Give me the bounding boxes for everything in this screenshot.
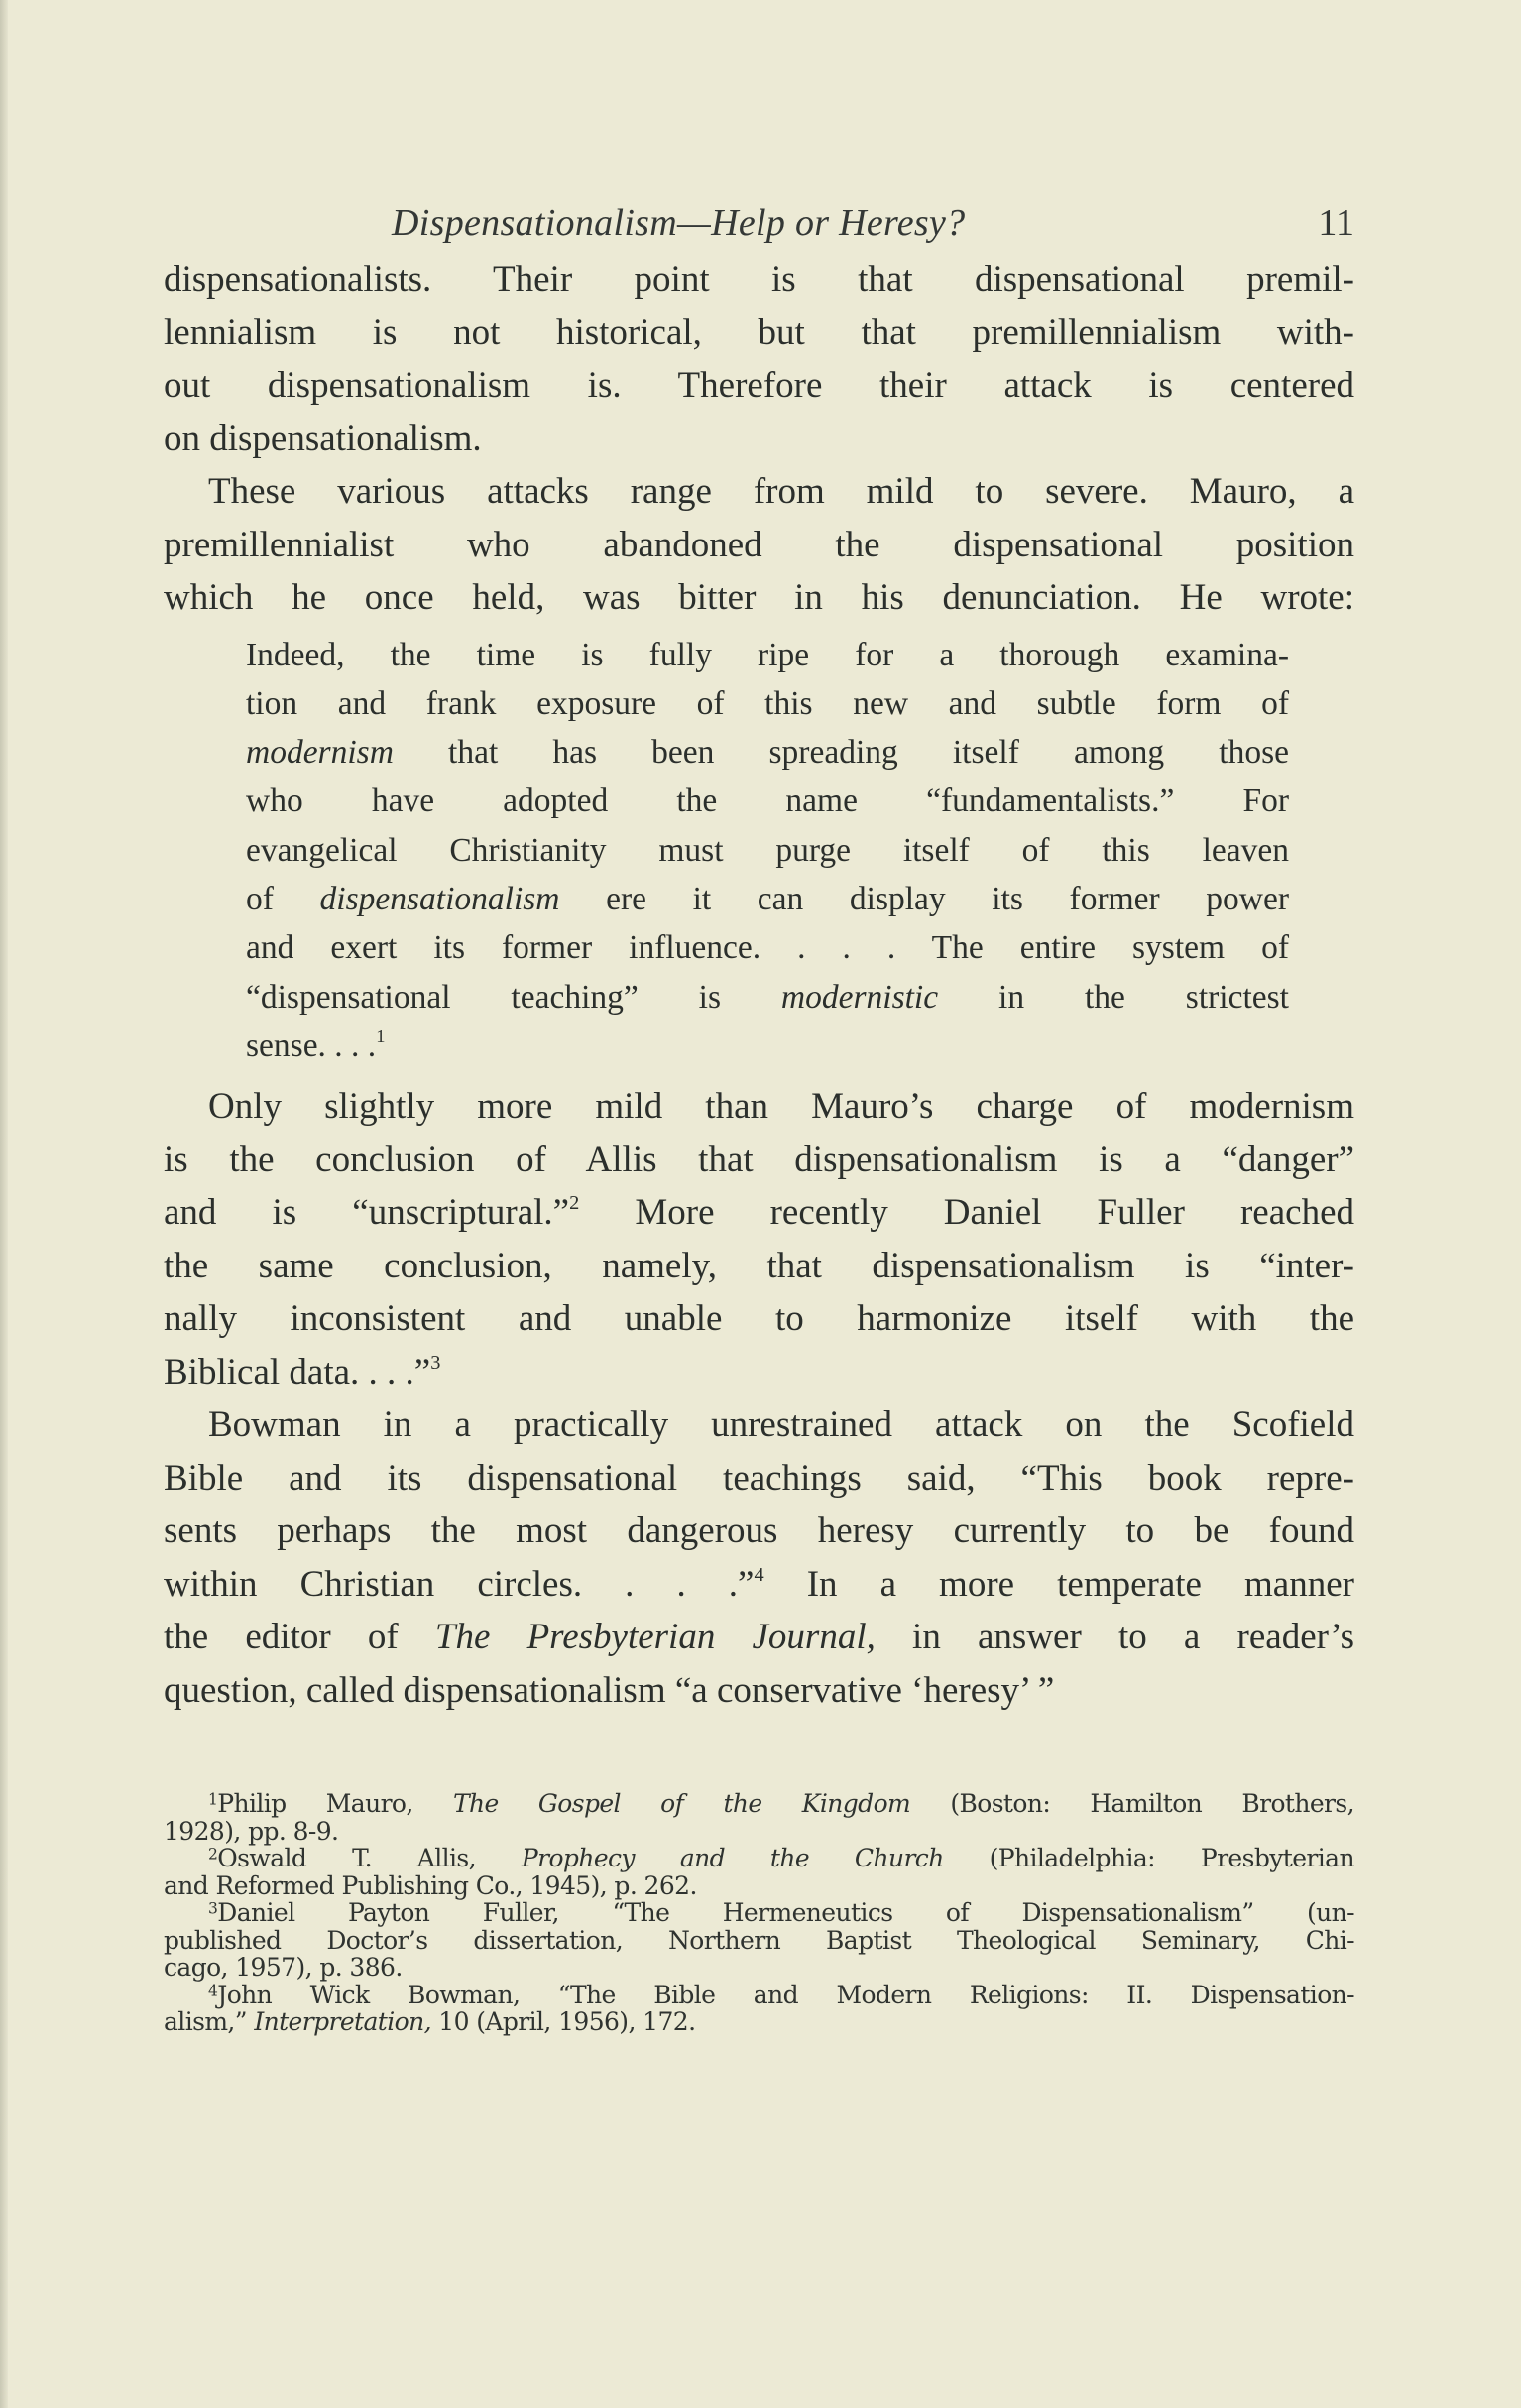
book-title: The Gospel of the Kingdom: [452, 1789, 911, 1818]
text-line: sents perhaps the most dangerous heresy currently to be found: [164, 1510, 1354, 1552]
footnote-line: $^4$John Wick Bowman, “The Bible and Modern Religions: II. Dispensation-: [208, 1980, 1354, 2009]
footnote-line: cago, 1957), p. 386.: [164, 1953, 403, 1982]
footnote-line: 1928), pp. 8-9.: [164, 1816, 339, 1846]
emphasis-dispensationalism: dispensationalism: [319, 880, 560, 917]
footnote-ref-1[interactable]: 1: [376, 1026, 386, 1047]
footnote-number: 4: [208, 1981, 218, 1999]
page-number: 11: [1318, 202, 1354, 244]
body-text: [164, 253, 1354, 1717]
footnote-number: 2: [208, 1845, 218, 1864]
text-line: dispensationalists. Their point is that dispensational premil-: [164, 259, 1354, 300]
text-line: the editor of The Presbyterian Journal, in answer to a reader’s: [164, 1617, 1355, 1658]
quote-line: sense. . . .$^1$: [246, 1026, 386, 1064]
text-line: These various attacks range from mild to severe. Mauro, a: [208, 471, 1354, 512]
text-line: which he once held, was bitter in his denunciation. He wrote:: [164, 577, 1354, 618]
footnote-line: $^3$Daniel Payton Fuller, “The Hermeneutics of Dispensationalism” (un-: [208, 1898, 1354, 1927]
quote-line: modernism that has been spreading itself among those: [246, 734, 1289, 772]
text-line: and is “unscriptural.”$^2$ More recently Daniel Fuller reached: [164, 1191, 1354, 1234]
footnote-number: 1: [208, 1790, 218, 1809]
quote-line: of dispensationalism ere it can display its former power: [246, 880, 1290, 917]
text-line: Bowman in a practically unrestrained attack on the Scofield: [208, 1404, 1354, 1446]
footnote-ref-2[interactable]: 2: [569, 1191, 580, 1214]
footnote-3: [164, 1899, 1354, 1982]
quote-line: “dispensational teaching” is modernistic in the strictest: [246, 978, 1289, 1016]
text-line: on dispensationalism.: [164, 418, 482, 459]
text-line: is the conclusion of Allis that dispensationalism is a “danger”: [164, 1139, 1354, 1180]
text-line: premillennialist who abandoned the dispensational position: [164, 524, 1354, 565]
running-head: [164, 201, 1354, 251]
paragraph-allis-fuller: [164, 1080, 1354, 1398]
book-title: Prophecy and the Church: [521, 1844, 944, 1872]
emphasis-modernism: modernism: [246, 734, 394, 772]
text-line: out dispensationalism is. Therefore their attack is centered: [164, 365, 1354, 406]
footnote-line: $^2$Oswald T. Allis, Prophecy and the Church (Philadelphia: Presbyterian: [208, 1844, 1354, 1872]
footnote-1: [164, 1790, 1354, 1845]
journal-title: Interpretation,: [254, 2007, 431, 2036]
footnote-ref-3[interactable]: 3: [430, 1351, 441, 1374]
mauro-blockquote: [246, 631, 1289, 1071]
footnote-line: alism,” Interpretation, 10 (April, 1956), 172.: [164, 2007, 696, 2036]
footnote-4: [164, 1982, 1354, 2036]
text-line: Bible and its dispensational teachings said, “This book repre-: [164, 1457, 1354, 1499]
text-line: nally inconsistent and unable to harmonize itself with the: [164, 1298, 1354, 1340]
footnote-2: [164, 1845, 1354, 1899]
quote-line: tion and frank exposure of this new and subtle form of: [246, 684, 1289, 722]
quote-line: Indeed, the time is fully ripe for a thorough examina-: [246, 636, 1289, 673]
journal-title: The Presbyterian Journal,: [434, 1617, 876, 1658]
quote-line: and exert its former influence. . . . The entire system of: [246, 929, 1289, 967]
text-line: within Christian circles. . . .”$^4$ In a more temperate manner: [164, 1563, 1354, 1605]
text-line: the same conclusion, namely, that dispensationalism is “inter-: [164, 1245, 1354, 1286]
text-line: question, called dispensationalism “a conservative ‘heresy’ ”: [164, 1669, 1055, 1711]
footnote-line: and Reformed Publishing Co., 1945), p. 262.: [164, 1870, 697, 1900]
paragraph-continuation: [164, 253, 1354, 465]
footnote-line: $^1$Philip Mauro, The Gospel of the Kingdom (Boston: Hamilton Brothers,: [208, 1789, 1354, 1818]
footnote-line: published Doctor’s dissertation, Northern Baptist Theological Seminary, Chi-: [164, 1925, 1354, 1955]
page-binding-shadow: [0, 0, 8, 2408]
text-line: lennialism is not historical, but that premillennialism with-: [164, 311, 1354, 353]
paragraph-mauro-intro: [164, 465, 1354, 625]
footnotes: [164, 1790, 1354, 2036]
quote-line: who have adopted the name “fundamentalists.” For: [246, 783, 1289, 820]
paragraph-bowman: [164, 1398, 1354, 1717]
quote-line: evangelical Christianity must purge itself of this leaven: [246, 831, 1289, 869]
running-title: Dispensationalism—Help or Heresy?: [392, 202, 966, 244]
footnote-number: 3: [208, 1899, 218, 1918]
emphasis-modernistic: modernistic: [780, 978, 939, 1016]
footnote-ref-4[interactable]: 4: [754, 1563, 764, 1586]
text-line: Biblical data. . . .”$^3$: [164, 1351, 441, 1392]
text-line: Only slightly more mild than Mauro’s charge of modernism: [208, 1086, 1354, 1128]
